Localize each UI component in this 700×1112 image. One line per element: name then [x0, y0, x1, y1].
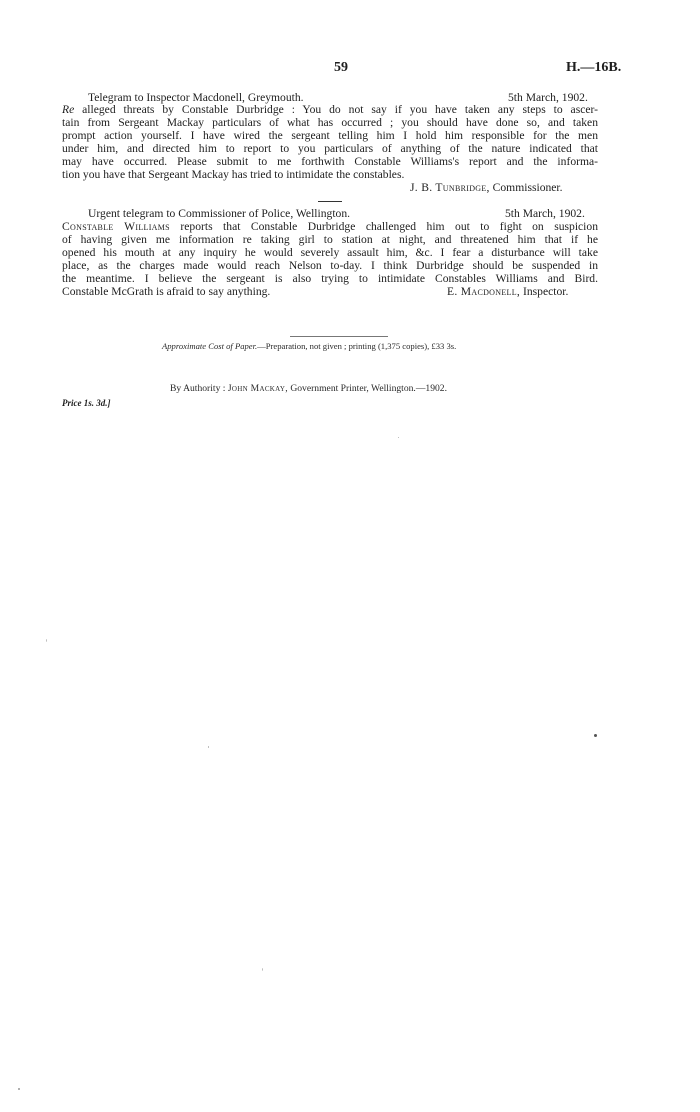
cost-of-paper: [162, 341, 456, 351]
telegram-2-signature-name: E. Macdonell,: [447, 285, 521, 298]
telegram-2-line-6: Constable McGrath is afraid to say anything.: [62, 285, 271, 298]
printer-name: John Mackay,: [227, 383, 288, 394]
telegram-1-re: Re: [62, 103, 75, 116]
document-reference: H.—16B.: [566, 60, 622, 75]
cost-label: Approximate Cost of Paper.: [162, 341, 258, 351]
telegram-1-line-4: under him, and directed him to report to you particulars of anything of the nature indicated that: [62, 142, 598, 155]
telegram-1-heading: Telegram to Inspector Macdonell, Greymouth.: [88, 91, 304, 104]
telegram-2-line-4: place, as the charges made would reach Nelson to-day. I think Durbridge should be suspended in: [62, 259, 598, 272]
price: Price 1s. 3d.]: [62, 398, 111, 408]
telegram-1-line-6: tion you have that Sergeant Mackay has tried to intimidate the constables.: [62, 168, 405, 181]
telegram-1-line-1: Re alleged threats by Constable Durbridge : You do not say if you have taken any steps to ascer-: [62, 103, 598, 116]
printer-authority: By Authority : John Mackay, Government Printer, Wellington.—1902.: [170, 383, 448, 394]
scan-speck: [208, 746, 209, 748]
scan-speck: [46, 639, 47, 642]
scan-speck: [18, 1088, 20, 1090]
footer-rule: [290, 336, 388, 337]
telegram-1-signature: [410, 182, 563, 194]
telegram-1-signature-title: Commissioner.: [492, 181, 563, 194]
telegram-2-signature-title: Inspector.: [523, 285, 569, 298]
section-divider: [318, 201, 342, 202]
telegram-2-date: 5th March, 1902.: [505, 207, 585, 220]
telegram-1-date: 5th March, 1902.: [508, 91, 588, 104]
telegram-2-line-5: the meantime. I believe the sergeant is also trying to intimidate Constables Williams and Bird.: [62, 272, 598, 285]
scan-speck: [262, 968, 263, 971]
cost-text: —Preparation, not given ; printing (1,375 copies), £33 3s.: [257, 341, 457, 351]
telegram-2-signature: [447, 286, 568, 298]
telegram-2-lead: Constable Williams: [62, 220, 170, 233]
scan-speck: [398, 437, 399, 438]
telegram-1-line-2: tain from Sergeant Mackay particulars of what has occurred ; you should have done so, and taken: [62, 116, 598, 129]
telegram-2-line-3: opened his mouth at any inquiry he would severely assault him, &c. I fear a disturbance will take: [62, 246, 598, 259]
telegram-2-line-2: of having given me information re taking girl to station at night, and threatened him that if he: [62, 233, 598, 246]
telegram-2-line-1: Constable Williams reports that Constable Durbridge challenged him out to fight on suspicion: [62, 220, 598, 233]
telegram-2-heading: Urgent telegram to Commissioner of Police, Wellington.: [88, 207, 351, 220]
page-number: 59: [334, 60, 348, 75]
telegram-1-line-3: prompt action yourself. I have wired the sergeant telling him I hold him responsible for the men: [62, 129, 598, 142]
telegram-1-line-5: may have occurred. Please submit to me forthwith Constable Williams's report and the informa-: [62, 155, 598, 168]
telegram-1-signature-name: J. B. Tunbridge,: [410, 181, 490, 194]
scan-speck: [594, 734, 597, 737]
